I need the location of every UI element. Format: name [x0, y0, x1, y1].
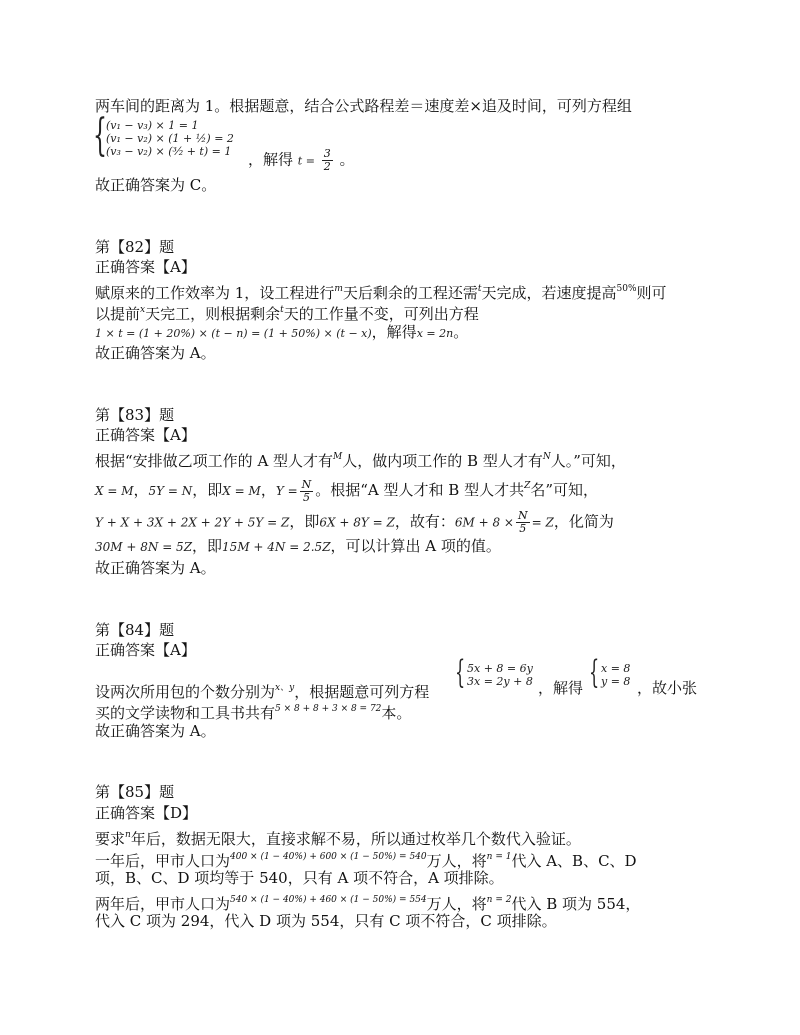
correct-answer: 正确答案【A】 — [95, 641, 196, 659]
equation-row: (v₃ − v₂) × (³⁄₂ + t) = 1 — [106, 145, 232, 158]
explanation-line: ，解得 — [538, 679, 584, 697]
q81-text-line: 两车间的距离为 1。根据题意，结合公式路程差＝速度差×追及时间，可列方程组 — [95, 97, 632, 115]
explanation-line: 以提前$^x$天完工，则根据剩余$^t$天的工作量不变，可列出方程 — [95, 305, 479, 323]
explanation-line: 代入 C 项为 294，代入 D 项为 554，只有 C 项不符合，C 项排除。 — [95, 912, 557, 930]
explanation-line: 买的文学读物和工具书共有$^{5 \times 8 + 8 + 3 \times 8 = 72}$本。 — [95, 704, 412, 722]
q84-equation-system — [467, 662, 533, 688]
answer-line: 故正确答案为 A。 — [95, 344, 216, 362]
explanation-line: 设两次所用包的个数分别为$^{x、y}$，根据题意可列方程 — [95, 683, 430, 701]
equation-row: 3x = 2y + 8 — [467, 675, 533, 688]
question-title: 第【83】题 — [95, 406, 175, 424]
correct-answer: 正确答案【D】 — [95, 804, 198, 822]
question-title: 第【84】题 — [95, 621, 175, 639]
equation-row: (v₁ − v₃) × 1 = 1 — [106, 119, 199, 132]
fraction: $\frac{N}{5}$ — [517, 509, 528, 535]
brace-icon: { — [93, 110, 107, 161]
equation-row: x = 8 — [601, 662, 631, 675]
explanation-line: 赋原来的工作效率为 1，设工程进行$^m$天后剩余的工程还需$^t$天完成，若速度提高$^{50\%}$则可 — [95, 284, 667, 302]
explanation-line: 两年后，甲市人口为$^{540 \times (1 - 40\%) + 460 \times (1 - 50\%) = 554}$万人，将$^{n = 2}$代入 B 项为 554， — [95, 895, 641, 913]
brace-icon: { — [589, 653, 600, 691]
equation-line: Y + X + 3X + 2X + 2Y + 5Y = Z，即6X + 8Y = Z，故有：6M + 8 × $\frac{N}{5}$ = Z，化简为 — [95, 509, 614, 535]
explanation-line: 项，B、C、D 项均等于 540，只有 A 项不符合，A 项排除。 — [95, 869, 504, 887]
fraction: $\frac{3}{2}$ — [323, 147, 331, 173]
equation-row: 5x + 8 = 6y — [467, 662, 533, 675]
answer-line: 故正确答案为 A。 — [95, 722, 216, 740]
explanation-line: 要求$^n$年后，数据无限大，直接求解不易，所以通过枚举几个数代入验证。 — [95, 830, 581, 848]
explanation-line: ，故小张 — [637, 679, 698, 697]
equation-line: 1 × t = (1 + 20%) × (t − n) = (1 + 50%) × (t − x)，解得x = 2n。 — [95, 323, 469, 341]
fraction: $\frac{N}{5}$ — [301, 477, 312, 504]
explanation-line: 根据“安排做乙项工作的 A 型人才有$^M$人，做内项工作的 B 型人才有$^N$人。”可知， — [95, 452, 626, 470]
equation-line: 30M + 8N = 5Z，即15M + 4N = 2.5Z，可以计算出 A 项的值。 — [95, 537, 501, 555]
equation-line: X = M，5Y = N，即X = M，Y = $\frac{N}{5}$ 。根据“A 型人才和 B 型人才共$^Z$名”可知， — [95, 477, 599, 504]
answer-line: 故正确答案为 A。 — [95, 559, 216, 577]
equation-row: (v₁ − v₂) × (1 + ½) = 2 — [106, 132, 234, 145]
explanation-line: 一年后，甲市人口为$^{400 \times (1 - 40\%) + 600 \times (1 - 50\%) = 540}$万人，将$^{n = 1}$代入 A、B、C、D — [95, 852, 637, 870]
question-title: 第【82】题 — [95, 238, 175, 256]
answer-line: 故正确答案为 C。 — [95, 176, 217, 194]
equation-row: y = 8 — [601, 675, 631, 688]
correct-answer: 正确答案【A】 — [95, 258, 196, 276]
q81-equation-system — [106, 119, 234, 158]
q81-solution: ，解得 t = $\frac{3}{2}$ 。 — [248, 147, 355, 173]
q84-solution-system — [601, 662, 630, 688]
brace-icon: { — [455, 653, 466, 691]
question-title: 第【85】题 — [95, 783, 175, 801]
correct-answer: 正确答案【A】 — [95, 426, 196, 444]
